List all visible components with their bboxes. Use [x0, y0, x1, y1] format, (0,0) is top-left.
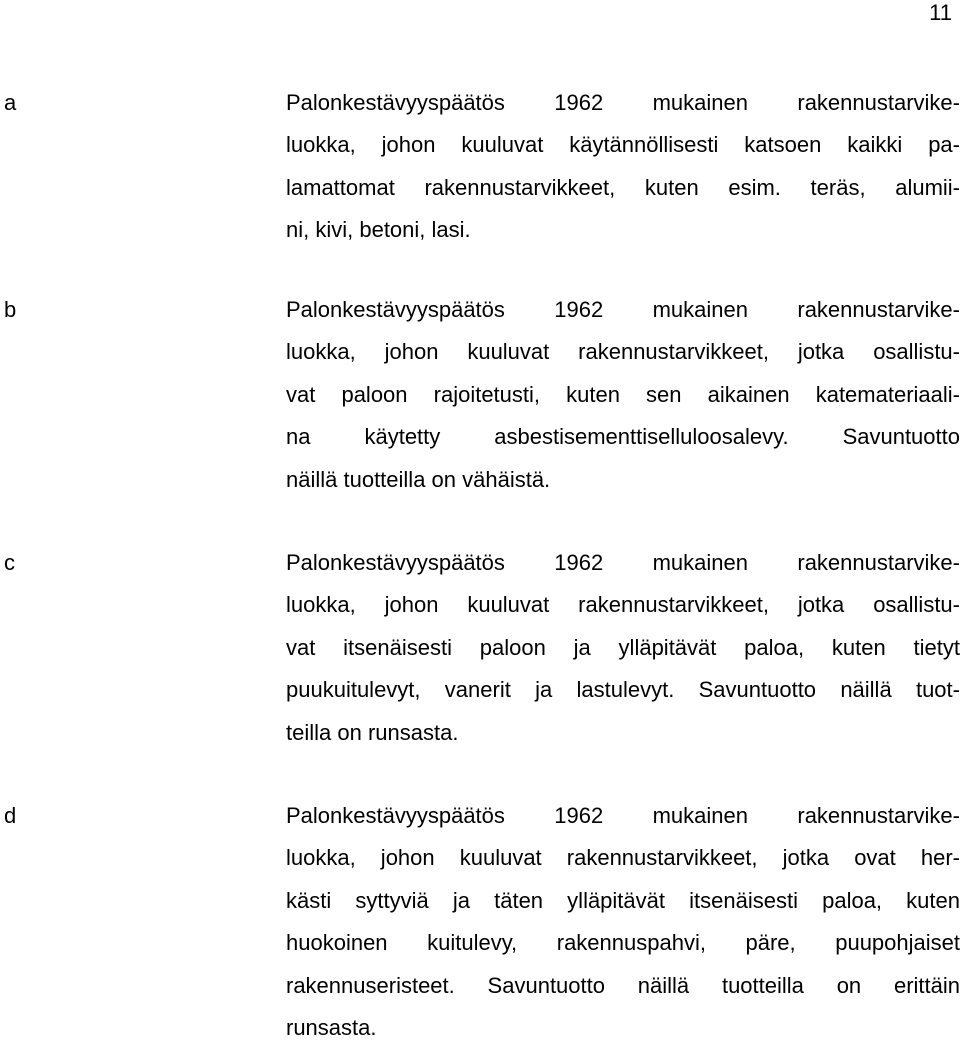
- text-line: rakennuseristeet. Savuntuotto näillä tuotteilla on erittäin: [286, 972, 960, 998]
- text-line: luokka, johon kuuluvat rakennustarvikkeet, jotka osallistu-: [286, 592, 960, 618]
- text-line: ni, kivi, betoni, lasi.: [286, 217, 471, 243]
- entry-text: [286, 542, 960, 754]
- text-line: kästi syttyviä ja täten ylläpitävät itsenäisesti paloa, kuten: [286, 887, 960, 913]
- entry-key: d: [4, 803, 17, 828]
- text-line: vat itsenäisesti paloon ja ylläpitävät paloa, kuten tietyt: [286, 634, 960, 660]
- entry-key: c: [4, 550, 15, 575]
- text-line: na käytetty asbestisementtiselluloosalevy. Savuntuotto: [286, 424, 960, 450]
- text-line: Palonkestävyyspäätös 1962 mukainen rakennustarvike-: [286, 550, 960, 575]
- text-line: näillä tuotteilla on vähäistä.: [286, 466, 551, 492]
- entry-text: [286, 289, 960, 501]
- text-line: runsasta.: [286, 1014, 377, 1040]
- text-line: luokka, johon kuuluvat rakennustarvikkeet, jotka ovat her-: [286, 845, 960, 871]
- page-number: 11: [929, 0, 952, 25]
- text-line: Palonkestävyyspäätös 1962 mukainen rakennustarvike-: [286, 803, 960, 828]
- entry-text: [286, 82, 960, 252]
- text-line: teilla on runsasta.: [286, 719, 459, 745]
- text-line: luokka, johon kuuluvat rakennustarvikkeet, jotka osallistu-: [286, 339, 960, 365]
- text-line: huokoinen kuitulevy, rakennuspahvi, päre, puupohjaiset: [286, 930, 960, 956]
- text-line: Palonkestävyyspäätös 1962 mukainen rakennustarvike-: [286, 90, 960, 115]
- text-line: luokka, johon kuuluvat käytännöllisesti katsoen kaikki pa-: [286, 132, 960, 158]
- text-line: lamattomat rakennustarvikkeet, kuten esim. teräs, alumii-: [286, 174, 960, 200]
- entry-text: [286, 795, 960, 1049]
- entry-key: b: [4, 297, 17, 322]
- entry-key: a: [4, 90, 17, 115]
- text-line: puukuitulevyt, vanerit ja lastulevyt. Savuntuotto näillä tuot-: [286, 677, 960, 703]
- text-line: vat paloon rajoitetusti, kuten sen aikainen katemateriaali-: [286, 381, 960, 407]
- text-line: Palonkestävyyspäätös 1962 mukainen rakennustarvike-: [286, 297, 960, 322]
